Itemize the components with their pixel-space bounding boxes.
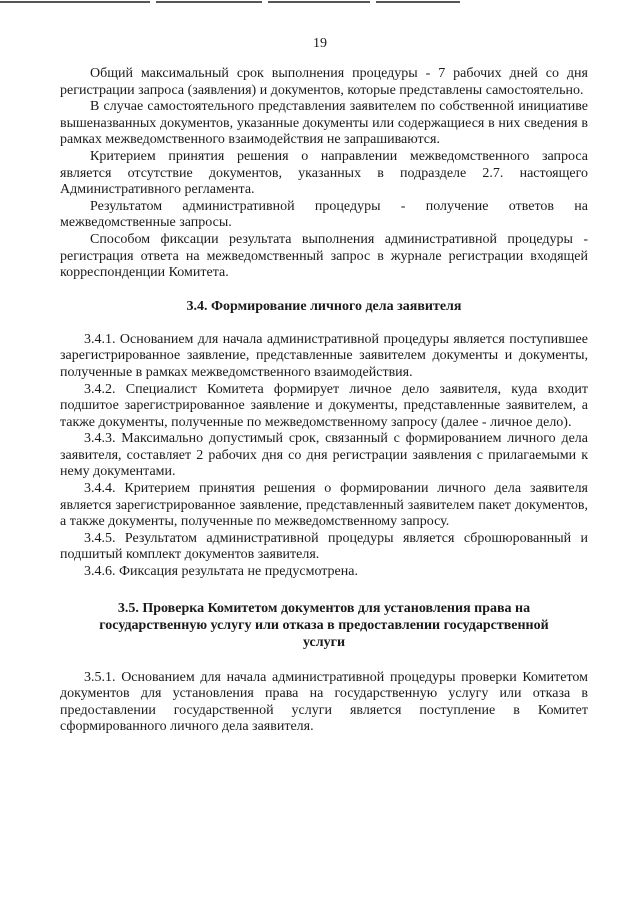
paragraph-own-initiative: В случае самостоятельного представления заявителем по собственной инициативе вышеназванных документов, указанные документы или содержащиеся в них сведения в рамках межведомственного взаимодействия не запрашиваются. — [60, 99, 588, 148]
top-scan-rule — [0, 1, 460, 3]
section-heading-3-5: 3.5. Проверка Комитетом документов для установления права на государственную услугу или отказа в предоставлении государственной услуги — [99, 600, 549, 650]
paragraph-3-4-5: 3.4.5. Результатом административной процедуры является сброшюрованный и подшитый комплект документов заявителя. — [60, 530, 588, 563]
paragraph-fixation-method: Способом фиксации результата выполнения административной процедуры - регистрация ответа на межведомственный запрос в журнале регистрации входящей корреспонденции Комитета. — [60, 231, 588, 281]
paragraph-decision-criterion: Критерием принятия решения о направлении межведомственного запроса является отсутствие документов, указанных в подразделе 2.7. настоящего Административного регламента. — [60, 148, 588, 198]
paragraph-3-4-4: 3.4.4. Критерием принятия решения о формировании личного дела заявителя является зарегистрированное заявление, представленный заявителем пакет документов, а также документы, полученные по межведомственному запросу. — [60, 481, 588, 530]
section-heading-3-4: 3.4. Формирование личного дела заявителя — [186, 298, 462, 314]
document-body — [60, 66, 588, 736]
paragraph-3-5-1: 3.5.1. Основанием для начала административной процедуры проверки Комитетом документов для установления права на государственную услугу или отказа в предоставлении государственной услуги является поступление в Комитет сформированного личного дела заявителя. — [60, 669, 588, 735]
paragraph-3-4-3: 3.4.3. Максимально допустимый срок, связанный с формированием личного дела заявителя, составляет 2 рабочих дня со дня регистрации заявления с прилагаемыми к нему документами. — [60, 431, 588, 480]
page-number: 19 — [313, 36, 327, 51]
paragraph-3-4-6: 3.4.6. Фиксация результата не предусмотрена. — [84, 564, 358, 580]
paragraph-3-4-1: 3.4.1. Основанием для начала административной процедуры является поступившее зарегистрированное заявление, представленные заявителем документы и документы, полученные в рамках межведомственного взаимодействия. — [60, 331, 588, 380]
paragraph-3-4-2: 3.4.2. Специалист Комитета формирует личное дело заявителя, куда входит подшитое зарегистрированное заявление и документы, представленные заявителем, а также документы, полученные по межведомственному запросу (далее - личное дело). — [60, 381, 588, 430]
paragraph-max-term: Общий максимальный срок выполнения процедуры - 7 рабочих дней со дня регистрации запроса (заявления) и документов, которые представлены самостоятельно. — [60, 66, 588, 98]
paragraph-procedure-result: Результатом административной процедуры - получение ответов на межведомственные запросы. — [60, 198, 588, 231]
